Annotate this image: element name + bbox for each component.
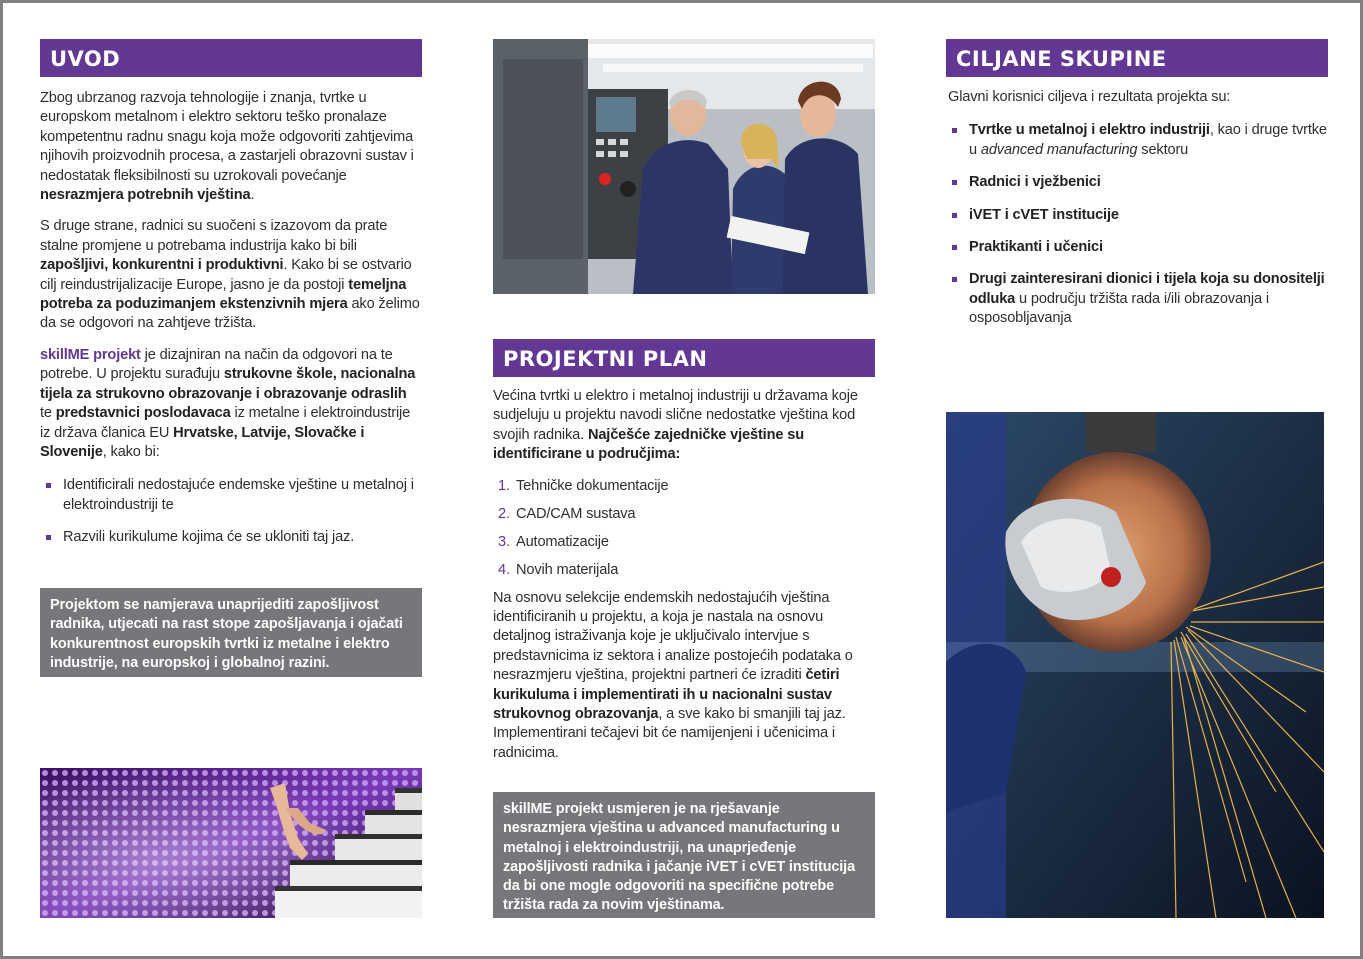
list-item: Razvili kurikulume kojima će se ukloniti taj jaz. [40, 528, 422, 547]
angle-grinder-image [946, 412, 1324, 918]
list-item: iVET i cVET institucije [946, 206, 1328, 225]
uvod-paragraph-2: S druge strane, radnici su suočeni s izazovom da prate stalne promjene u potrebama industrija kako bi bili zapošljivi, konkurentni i produktivni. Kako bi se ostvario cilj reindustrijalizacije Europe, jasno je da postoji temeljna potreba za poduzimanjem ekstenzivnih mjera ako želimo da se odgovori na zahtjeve tržišta. [40, 218, 420, 332]
list-item: 4. Novih materijala [498, 561, 619, 578]
ciljane-bullet-list [946, 121, 1328, 328]
section-title-ciljane: CILJANE SKUPINE [946, 39, 1328, 77]
list-item: Radnici i vježbenici [946, 173, 1328, 192]
section-title-uvod: UVOD [40, 39, 422, 77]
column-plan [493, 339, 875, 763]
list-item: Tvrtke u metalnoj i elektro industriji, kao i druge tvrtke u advanced manufacturing sektoru [946, 121, 1328, 160]
factory-workers-illustration [493, 39, 875, 294]
books-stairs-image [40, 768, 422, 918]
uvod-paragraph-1: Zbog ubrzanog razvoja tehnologije i znanja, tvrtke u europskom metalnom i elektro sektoru teško pronalaze kompetentnu radnu snagu koja može odgovoriti zahtjevima njihovih proizvodnih procesa, a zastarjeli obrazovni sustav i nedostatak fleksibilnosti su uzrokovali povećanje nesrazmjera potrebnih vještina. [40, 90, 414, 204]
list-item: Drugi zainteresirani dionici i tijela koja su donositelji odluka u području tržišta rada i/ili obrazovanja i osposobljavanja [946, 270, 1328, 328]
list-item: 3. Automatizacije [498, 533, 609, 550]
angle-grinder-illustration [946, 412, 1324, 918]
list-item: 2. CAD/CAM sustava [498, 505, 636, 522]
books-stairs-illustration [40, 768, 422, 918]
ciljane-intro: Glavni korisnici ciljeva i rezultata projekta su: [948, 89, 1231, 105]
list-item: 1. Tehničke dokumentacije [498, 477, 669, 494]
uvod-bullet-list [40, 476, 422, 547]
plan-numbered-list [493, 477, 875, 580]
factory-workers-image [493, 39, 875, 294]
uvod-paragraph-3: skillME projekt je dizajniran na način da odgovori na te potrebe. U projektu surađuju strukovne škole, nacionalna tijela za strukovno obrazovanje i obrazovanje odraslih te predstavnici poslodavaca iz metalne i elektroindustrije iz država članica EU Hrvatske, Latvije, Slovačke i Slovenije, kako bi: [40, 346, 416, 460]
plan-highlight-box: skillME projekt usmjeren je na rješavanje nesrazmjera vještina u advanced manufacturing u metalnoj i elektroindustriji, na unaprjeđenje zapošljivosti radnika i jačanje iVET i cVET institucija da bi one mogle odgovoriti na specifične potrebe tržišta rada za novim vještinama. [493, 792, 875, 918]
section-title-plan: PROJEKTNI PLAN [493, 339, 875, 377]
list-item: Praktikanti i učenici [946, 238, 1328, 257]
list-item: Identificirali nedostajuće endemske vještine u metalnoj i elektroindustriji te [40, 476, 422, 515]
plan-paragraph-1: Većina tvrtki u elektro i metalnoj industriji u državama koje sudjeluju u projektu navodi slične nedostatke vještina kod svojih radnika. Najčešće zajedničke vještine su identificirane u područjima: [493, 388, 858, 463]
plan-paragraph-2: Na osnovu selekcije endemskih nedostajućih vještina identificiranih u projektu, a koja je nastala na osnovu detaljnog istraživanja koje je uključivalo intervjue s predstavnicima iz sektora i analize postojećih podataka o nesrazmjeru vještina, projektni partneri će izraditi četiri kurikuluma i implementirati ih u nacionalni sustav strukovnog obrazovanja, a sve kako bi smanjili taj jaz. Implementirani tečajevi bit će namijenjeni i učenicima i radnicima. [493, 589, 853, 761]
uvod-highlight-box: Projektom se namjerava unaprijediti zapošljivost radnika, utjecati na rast stope zapošljavanja i ojačati konkurentnost europskih tvrtki iz metalne i elektro industrije, na europskoj i globalnoj razini. [40, 588, 422, 677]
column-uvod [40, 39, 422, 561]
column-ciljane [946, 39, 1328, 342]
